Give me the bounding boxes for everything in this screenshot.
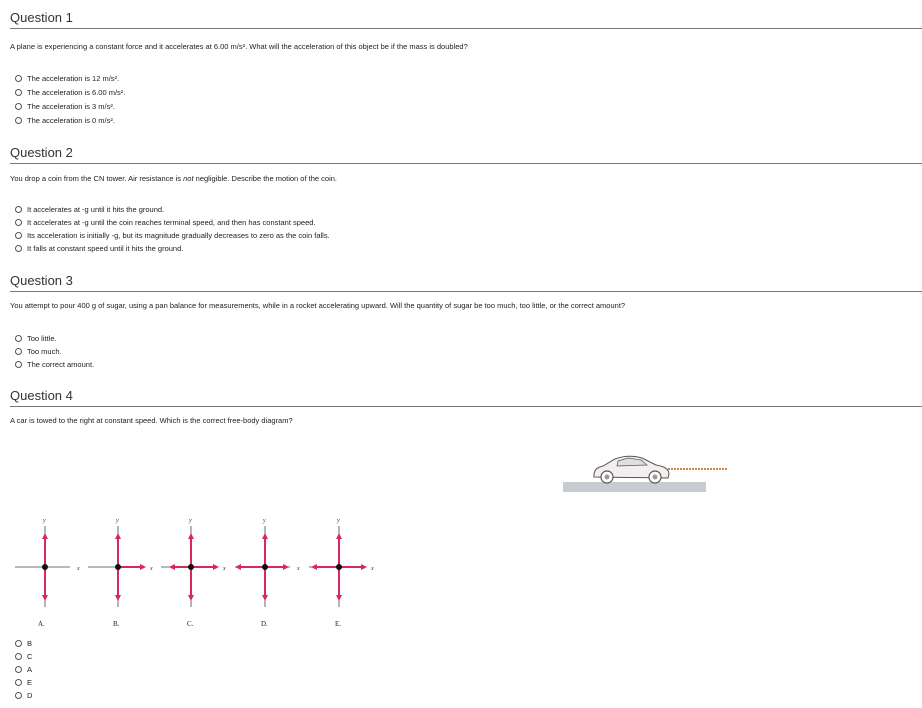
force-arrowhead-up	[115, 533, 121, 539]
x-axis-label: x	[371, 566, 374, 572]
towed-car-illustration	[560, 450, 740, 495]
radio-button[interactable]	[15, 232, 22, 239]
radio-button[interactable]	[15, 653, 22, 660]
car-point	[262, 564, 268, 570]
radio-button[interactable]	[15, 75, 22, 82]
option-label: It accelerates at -g until it hits the ground.	[27, 205, 165, 214]
option-label: B	[27, 639, 33, 648]
y-axis-label: y	[116, 518, 119, 524]
diagram-label-c: C.	[187, 620, 194, 628]
force-arrowhead-up	[188, 533, 194, 539]
radio-button[interactable]	[15, 206, 22, 213]
option-label: It falls at constant speed until it hits the ground.	[27, 244, 184, 253]
radio-button[interactable]	[15, 245, 22, 252]
y-axis-label: y	[189, 518, 192, 524]
option-label: The acceleration is 3 m/s².	[27, 102, 115, 111]
prompt-text: negligible. Describe the motion of the coin.	[193, 174, 337, 183]
option-label: Too much.	[27, 347, 62, 356]
force-arrowhead-up	[336, 533, 342, 539]
q2-option-2[interactable]	[15, 217, 316, 228]
radio-button[interactable]	[15, 640, 22, 647]
car-hub	[605, 475, 610, 480]
radio-button[interactable]	[15, 348, 22, 355]
q4-option-5[interactable]	[15, 690, 32, 701]
x-axis-label: x	[77, 566, 80, 572]
q4-option-4[interactable]	[15, 677, 32, 688]
prompt-text: You drop a coin from the CN tower. Air resistance is	[10, 174, 184, 183]
x-axis-label: x	[150, 566, 153, 572]
y-axis-label: y	[263, 518, 266, 524]
option-label: The acceleration is 6.00 m/s².	[27, 88, 126, 97]
q4-option-1[interactable]	[15, 638, 32, 649]
option-label: The acceleration is 12 m/s².	[27, 74, 120, 83]
option-label: E	[27, 678, 33, 687]
car-point	[188, 564, 194, 570]
free-body-diagram-e	[294, 510, 384, 630]
option-label: D	[27, 691, 33, 700]
q1-option-4[interactable]	[15, 115, 115, 126]
ground-strip	[563, 482, 706, 492]
car-point	[115, 564, 121, 570]
radio-button[interactable]	[15, 219, 22, 226]
option-label: The correct amount.	[27, 360, 95, 369]
question-4-prompt: A car is towed to the right at constant speed. Which is the correct free-body diagram?	[10, 416, 293, 425]
diagram-label-e: E.	[335, 620, 342, 628]
option-label: Too little.	[27, 334, 57, 343]
diagram-label-b: B.	[113, 620, 120, 628]
question-4-heading: Question 4	[10, 388, 922, 407]
q4-option-2[interactable]	[15, 651, 32, 662]
force-arrowhead-down	[188, 595, 194, 601]
radio-button[interactable]	[15, 679, 22, 686]
question-3-prompt: You attempt to pour 400 g of sugar, using a pan balance for measurements, while in a rocket accelerating upward. Will the quantity of sugar be too much, too little, or the correct amount?	[10, 301, 626, 310]
question-3-heading: Question 3	[10, 273, 922, 292]
car-point	[42, 564, 48, 570]
force-arrowhead-left	[235, 564, 241, 570]
force-arrowhead-right	[361, 564, 367, 570]
radio-button[interactable]	[15, 335, 22, 342]
option-label: The acceleration is 0 m/s².	[27, 116, 115, 125]
q3-option-2[interactable]	[15, 346, 62, 357]
q2-option-4[interactable]	[15, 243, 183, 254]
q3-option-1[interactable]	[15, 333, 57, 344]
force-arrowhead-up	[262, 533, 268, 539]
x-axis-label: x	[223, 566, 226, 572]
q1-option-1[interactable]	[15, 73, 119, 84]
force-arrowhead-left	[311, 564, 317, 570]
force-arrowhead-down	[42, 595, 48, 601]
car-hub	[653, 475, 658, 480]
option-label: A	[27, 665, 33, 674]
question-2-heading: Question 2	[10, 145, 922, 164]
option-label: C	[27, 652, 33, 661]
y-axis-label: y	[43, 518, 46, 524]
force-arrowhead-down	[336, 595, 342, 601]
force-arrowhead-left	[169, 564, 175, 570]
q2-option-1[interactable]	[15, 204, 164, 215]
radio-button[interactable]	[15, 666, 22, 673]
q1-option-2[interactable]	[15, 87, 125, 98]
force-arrowhead-right	[283, 564, 289, 570]
force-arrowhead-up	[42, 533, 48, 539]
car-point	[336, 564, 342, 570]
option-label: It accelerates at -g until the coin reaches terminal speed, and then has constant speed.	[27, 218, 316, 227]
radio-button[interactable]	[15, 361, 22, 368]
radio-button[interactable]	[15, 103, 22, 110]
prompt-emphasis: not	[183, 174, 194, 183]
force-arrowhead-right	[213, 564, 219, 570]
diagram-label-a: A.	[38, 620, 45, 628]
x-axis-label: x	[297, 566, 300, 572]
q4-option-3[interactable]	[15, 664, 32, 675]
question-1-heading: Question 1	[10, 10, 922, 29]
y-axis-label: y	[337, 518, 340, 524]
question-2-prompt	[10, 174, 337, 183]
q1-option-3[interactable]	[15, 101, 115, 112]
q2-option-3[interactable]	[15, 230, 330, 241]
force-arrowhead-down	[262, 595, 268, 601]
radio-button[interactable]	[15, 117, 22, 124]
option-label: Its acceleration is initially -g, but its magnitude gradually decreases to zero as the coin falls.	[27, 231, 330, 240]
diagram-label-d: D.	[261, 620, 268, 628]
question-1-prompt: A plane is experiencing a constant force and it accelerates at 6.00 m/s². What will the acceleration of this object be if the mass is doubled?	[10, 42, 468, 51]
q3-option-3[interactable]	[15, 359, 94, 370]
force-arrowhead-down	[115, 595, 121, 601]
radio-button[interactable]	[15, 89, 22, 96]
radio-button[interactable]	[15, 692, 22, 699]
